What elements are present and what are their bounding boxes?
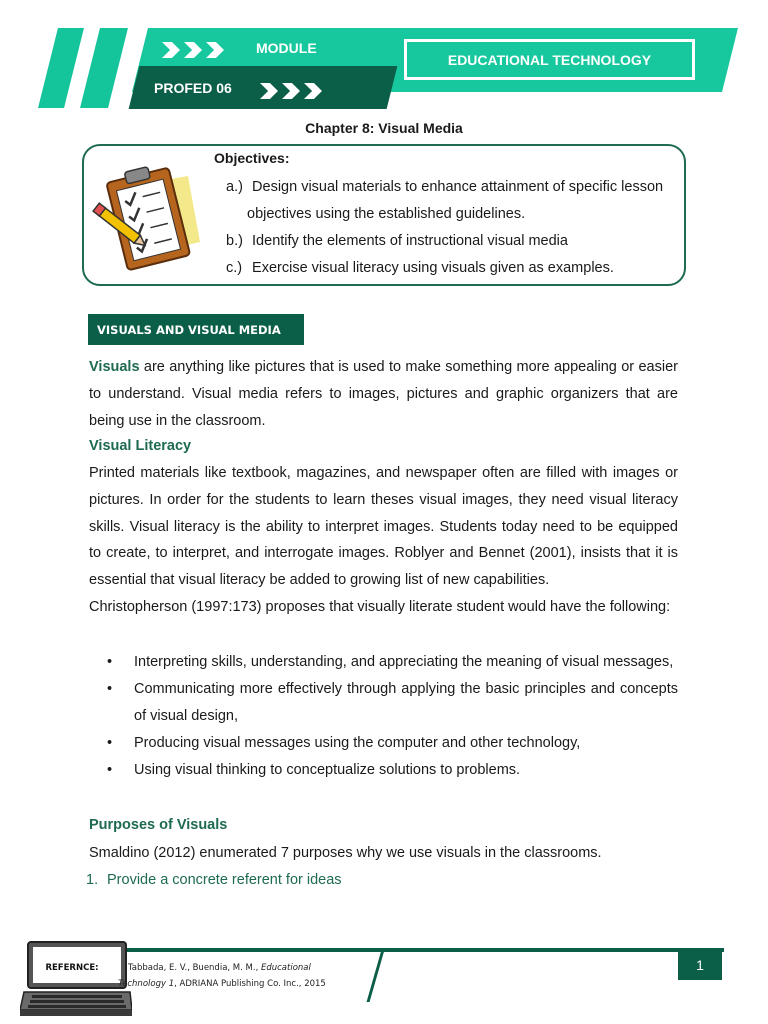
- laptop-icon: [20, 938, 132, 1020]
- chevron-arrows-icon: [260, 83, 322, 99]
- objective-letter: c.): [226, 260, 243, 276]
- clipboard-checklist-icon: [88, 158, 206, 276]
- reference-publisher: , ADRIANA Publishing Co. Inc., 2015: [174, 979, 326, 989]
- visuals-paragraph: [89, 354, 678, 434]
- reference-title-part2: Technology 1: [118, 979, 175, 989]
- item-number: 1.: [86, 872, 99, 888]
- christopherson-paragraph: Christopherson (1997:173) proposes that visually literate student would have the following:: [89, 599, 671, 615]
- course-title-box: [404, 39, 695, 80]
- chapter-title: Chapter 8: Visual Media: [305, 120, 463, 136]
- numbered-item: [86, 870, 342, 890]
- purposes-paragraph: Smaldino (2012) enumerated 7 purposes why we use visuals in the classrooms.: [89, 845, 602, 861]
- objective-text: Identify the elements of instructional visual media: [252, 233, 568, 249]
- item-text: Provide a concrete referent for ideas: [107, 872, 342, 888]
- reference-title-part1: Educational: [260, 963, 311, 973]
- objective-letter: a.): [226, 179, 243, 195]
- module-label: MODULE: [256, 40, 317, 56]
- reference-citation: [118, 960, 378, 992]
- objective-text: Design visual materials to enhance attainment of specific lesson: [252, 179, 664, 195]
- page-number: 1: [678, 950, 722, 980]
- header-stripe-left: [38, 28, 84, 108]
- objective-a: [226, 174, 684, 228]
- objective-b: [226, 228, 568, 255]
- list-item: • Communicating more effectively through applying the basic principles and concepts of visual design,: [105, 676, 678, 730]
- section-title-bar: [88, 314, 304, 345]
- objective-c: [226, 255, 614, 282]
- list-item: • Interpreting skills, understanding, and appreciating the meaning of visual messages,: [105, 649, 678, 676]
- list-item: • Using visual thinking to conceptualize solutions to problems.: [105, 757, 678, 784]
- section-title: VISUALS AND VISUAL MEDIA: [97, 322, 281, 337]
- objective-letter: b.): [226, 233, 243, 249]
- course-code: PROFED 06: [154, 80, 232, 96]
- visuals-term: Visuals: [89, 359, 140, 375]
- footer-rule: [108, 948, 724, 952]
- header-stripe-right: [80, 28, 128, 108]
- objective-text: Exercise visual literacy using visuals given as examples.: [252, 260, 614, 276]
- reference-label: REFERNCE:: [45, 963, 99, 973]
- objective-text-continued: objectives using the established guidelines.: [247, 206, 526, 222]
- reference-authors: Tabbada, E. V., Buendia, M. M.,: [128, 963, 261, 973]
- visuals-definition: are anything like pictures that is used to make something more appealing or easier to understand. Visual media refers to images, pictures and graphic organizers that are being use in the classroom.: [89, 359, 678, 429]
- purposes-heading: Purposes of Visuals: [89, 817, 228, 833]
- visual-literacy-paragraph: Printed materials like textbook, magazines, and newspaper often are filled with images or pictures. In order for the students to learn theses visual images, they need visual literacy skills. Visual literacy is the ability to interpret images. Students today need to be equipped to create, to interpret, and interrogate images. Roblyer and Bennet (2001), insists that it is essential that visual literacy be added to growing list of new capabilities.: [89, 465, 678, 589]
- chevron-arrows-icon: [162, 42, 224, 58]
- objectives-heading: Objectives:: [214, 150, 290, 166]
- visual-literacy-heading: Visual Literacy: [89, 438, 192, 454]
- course-title: EDUCATIONAL TECHNOLOGY: [447, 51, 652, 68]
- list-item: • Producing visual messages using the computer and other technology,: [105, 730, 678, 757]
- visual-literacy-bullet-list: [105, 649, 678, 784]
